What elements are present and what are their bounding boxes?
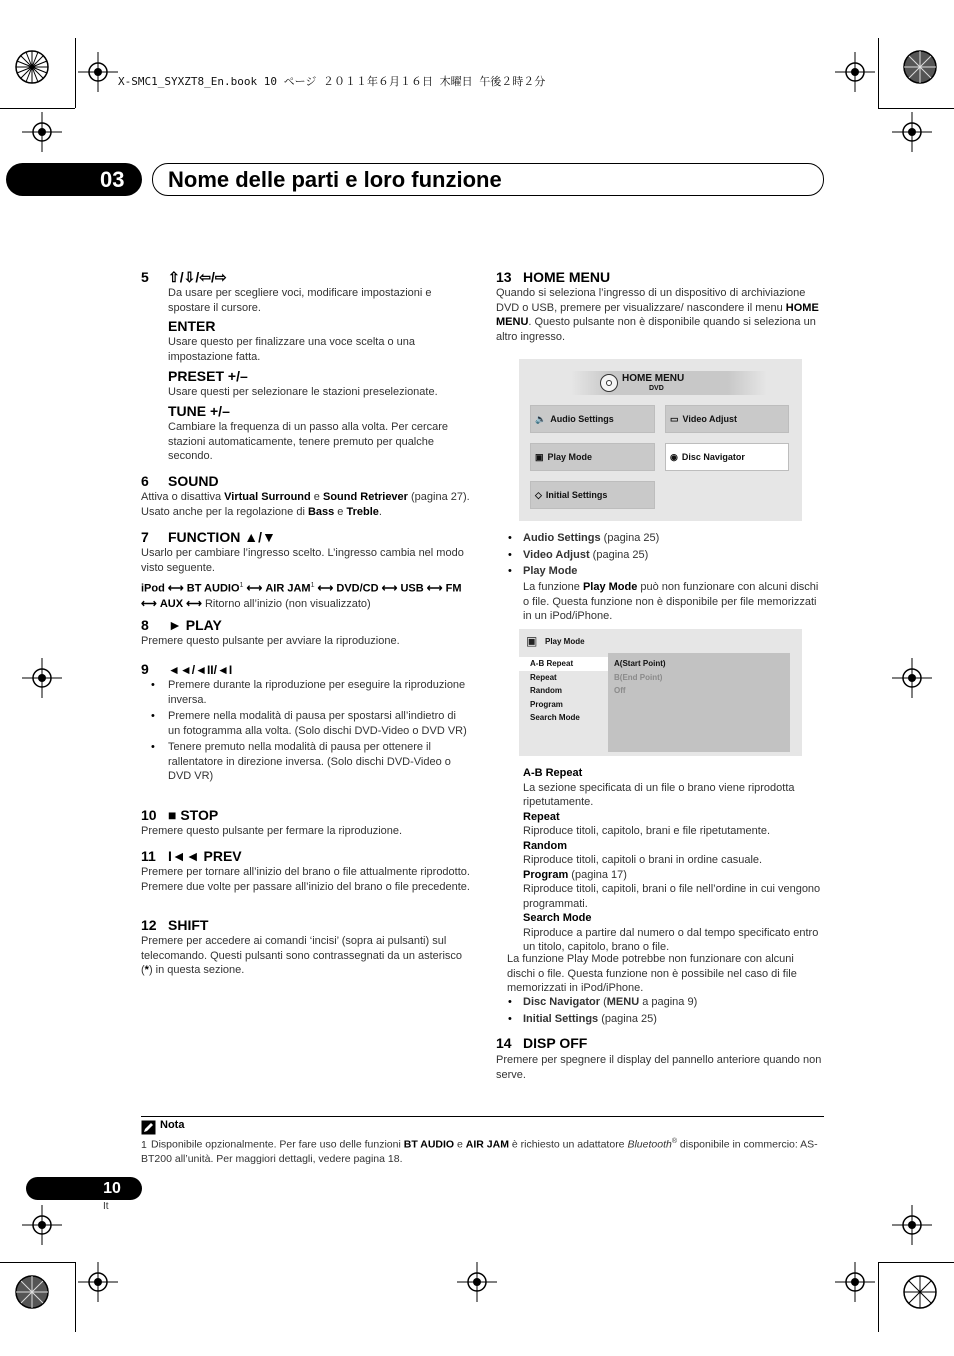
section-8-heading: 8 ► PLAY <box>141 617 222 633</box>
def-term: Search Mode <box>523 912 592 924</box>
ab-end-option[interactable]: B(End Point) <box>614 672 663 682</box>
section-13-heading: 13 HOME MENU <box>496 269 611 285</box>
ab-start-option[interactable]: A(Start Point) <box>614 659 666 668</box>
def-text: Riproduce a partire dal numero o dal tempo specificato entro un titolo, capitolo, brano o file. <box>523 926 819 953</box>
play-mode-screen <box>519 629 802 756</box>
note-label: Nota <box>160 1119 185 1131</box>
home-menu-subtitle: DVD <box>649 385 664 392</box>
tune-heading: TUNE +/– <box>168 403 230 419</box>
note-icon <box>141 1120 156 1135</box>
crosshair-mark <box>78 52 118 92</box>
play-mode-item[interactable]: A-B Repeat <box>530 659 574 668</box>
play-mode-values <box>604 657 666 698</box>
enter-text: Usare questo per finalizzare una voce scelta o una impostazione fatta. <box>168 336 416 363</box>
section-12-text: Premere per accedere ai comandi ‘incisi’ (sopra ai pulsanti) sul telecomando. Questi pulsanti sono contrassegnati da un asterisco (*) in questa sezione. <box>141 935 463 976</box>
more-bullets <box>496 995 822 1028</box>
play-mode-icon: ▣ <box>535 451 544 462</box>
section-8-text: Premere questo pulsante per avviare la riproduzione. <box>141 635 400 647</box>
crosshair-mark <box>835 1262 875 1302</box>
section-5-heading: 5 ⇧/⇩/⇦/⇨ <box>141 269 227 285</box>
section-7-heading: 7 FUNCTION ▲/▼ <box>141 529 276 545</box>
footnote-text: 1 Disponibile opzionalmente. Per fare uso delle funzioni BT AUDIO e AIR JAM è richiesto un adattatore Bluetooth® disponibile in commercio: AS-BT200 all’unità. Per maggiori dettagli, vedere pagina 18. <box>141 1138 818 1165</box>
monitor-icon: ▭ <box>670 413 679 424</box>
section-6-text: Attiva o disattiva Virtual Surround e Sound Retriever (pagina 27). Usato anche per la regolazione di Bass e Treble. <box>141 491 470 518</box>
page-language: It <box>103 1201 109 1212</box>
registration-mark <box>10 1270 54 1314</box>
crosshair-mark <box>892 1205 932 1245</box>
section-14-text: Premere per spegnere il display del pannello anteriore quando non serve. <box>496 1054 822 1081</box>
crosshair-mark <box>457 1262 497 1302</box>
list-item: • Tenere premuto nella modalità di pausa per ottenere il rallentatore in direzione inversa. (Solo dischi DVD-Video o DVD VR) <box>141 740 471 784</box>
list-item: • Premere nella modalità di pausa per spostarsi all’indietro di un fotogramma alla volta. (Solo dischi DVD-Video o DVD VR) <box>141 709 471 738</box>
crosshair-mark <box>22 112 62 152</box>
menu-item-play-mode[interactable]: ▣ Play Mode <box>530 443 655 471</box>
off-option[interactable]: Off <box>614 686 626 695</box>
list-item: • Audio Settings (pagina 25) <box>496 531 822 546</box>
play-mode-list <box>520 657 580 725</box>
section-11-text: Premere per tornare all’inizio del brano o file attualmente riprodotto. Premere due volte per passare all’inizio del brano o file precedente. <box>141 866 470 893</box>
crosshair-mark <box>78 1262 118 1302</box>
def-term: A-B Repeat <box>523 767 583 779</box>
home-menu-title: HOME MENU <box>622 373 685 384</box>
menu-item-disc-navigator[interactable]: ◉ Disc Navigator <box>665 443 789 471</box>
preset-heading: PRESET +/– <box>168 368 248 384</box>
play-mode-item[interactable]: Random <box>530 686 562 695</box>
section-14-heading: 14 DISP OFF <box>496 1035 588 1051</box>
crosshair-mark <box>22 658 62 698</box>
section-13-text: Quando si seleziona l’ingresso di un dispositivo di archiviazione DVD o USB, premere per visualizzare/ nascondere il menu HOME MENU. Questo pulsante non è disponibile quando si seleziona un altro ingresso. <box>496 287 819 343</box>
preset-text: Usare questi per selezionare le stazioni preselezionate. <box>168 386 438 398</box>
crosshair-mark <box>892 112 932 152</box>
play-mode-note-2: La funzione Play Mode potrebbe non funzionare con alcuni dischi o file. Questa funzione non è possibile nel caso di file memorizzati in iPod/iPhone. <box>507 953 797 994</box>
def-term: Repeat <box>523 810 560 823</box>
registration-mark <box>10 45 54 89</box>
list-item: • Initial Settings (pagina 25) <box>496 1012 822 1027</box>
def-text: Riproduce titoli, capitoli, brani o file nell’ordine in cui vengono programmati. <box>523 883 821 910</box>
list-item: • Video Adjust (pagina 25) <box>496 548 822 563</box>
enter-heading: ENTER <box>168 318 216 334</box>
def-text: Riproduce titoli, capitolo, brani e file ripetutamente. <box>523 825 771 837</box>
footnote-rule <box>141 1116 824 1117</box>
play-mode-note: La funzione Play Mode può non funzionare con alcuni dischi o file. Questa funzione non è disponibile per file memorizzati in un iPod/iPhone. <box>523 581 819 622</box>
list-item: • Disc Navigator (MENU a pagina 9) <box>496 995 822 1010</box>
menu-item-audio-settings[interactable]: 🔈 Audio Settings <box>530 405 655 433</box>
page-number: 10 <box>103 1180 121 1197</box>
list-item: • Play Mode <box>496 564 822 579</box>
play-mode-item[interactable]: Program <box>530 699 563 709</box>
arrow-keys-icon: ⇧/⇩/⇦/⇨ <box>168 269 227 285</box>
settings-icon: ◇ <box>535 489 542 500</box>
tune-text: Cambiare la frequenza di un passo alla volta. Per cercare stazioni automaticamente, tenere premuto per qualche secondo. <box>168 421 449 462</box>
crosshair-mark <box>835 52 875 92</box>
section-9-list <box>141 678 471 786</box>
section-10-heading: 10 ■ STOP <box>141 807 219 823</box>
section-5-text: Da usare per scegliere voci, modificare impostazioni e spostare il cursore. <box>168 287 432 314</box>
def-text: La sezione specificata di un file o brano viene riprodotta ripetutamente. <box>523 781 795 808</box>
section-11-heading: 11 I◄◄ PREV <box>141 848 242 864</box>
chapter-number: 03 <box>100 167 125 192</box>
speaker-icon: 🔈 <box>535 413 547 424</box>
play-mode-title: Play Mode <box>545 637 585 646</box>
play-mode-item[interactable]: Search Mode <box>530 713 580 722</box>
registration-mark <box>898 45 942 89</box>
registration-mark <box>898 1270 942 1314</box>
disc-icon <box>599 373 619 393</box>
def-text: Riproduce titoli, capitoli o brani in ordine casuale. <box>523 854 763 866</box>
section-7-text: Usarlo per cambiare l’ingresso scelto. L’ingresso cambia nel modo visto seguente. <box>141 547 464 574</box>
section-12-heading: 12 SHIFT <box>141 917 209 933</box>
chapter-title: Nome delle parti e loro funzione <box>168 167 502 192</box>
list-item: • Premere durante la riproduzione per eseguire la riproduzione inversa. <box>141 678 471 707</box>
section-9-heading: 9 ◄◄/◄II/◄I <box>141 661 233 677</box>
section-10-text: Premere questo pulsante per fermare la riproduzione. <box>141 825 403 837</box>
menu-item-video-adjust[interactable]: ▭ Video Adjust <box>665 405 789 433</box>
input-cycle: iPod ⟷ BT AUDIO$^1$ ⟷ AIR JAM$^1$ ⟷ DVD/CD ⟷ USB ⟷ FM ⟷ AUX ⟷ Ritorno all’inizio (non visualizzato) <box>141 582 462 610</box>
crosshair-mark <box>22 1205 62 1245</box>
play-mode-item[interactable]: Repeat <box>530 672 557 682</box>
crosshair-mark <box>892 658 932 698</box>
section-6-heading: 6 SOUND <box>141 473 219 489</box>
play-mode-definitions <box>523 766 823 955</box>
disc-navigator-icon: ◉ <box>670 451 678 462</box>
def-term: Program (pagina 17) <box>523 868 627 881</box>
def-term: Random <box>523 839 567 852</box>
home-menu-screen <box>519 359 802 521</box>
menu-item-initial-settings[interactable]: ◇ Initial Settings <box>530 481 655 509</box>
book-header: X-SMC1_SYXZT8_En.book 10 ページ ２０１１年６月１６日 木曜日 午後２時２分 <box>118 75 546 88</box>
home-menu-bullets <box>496 531 822 581</box>
play-mode-icon: ▣ <box>526 634 538 648</box>
